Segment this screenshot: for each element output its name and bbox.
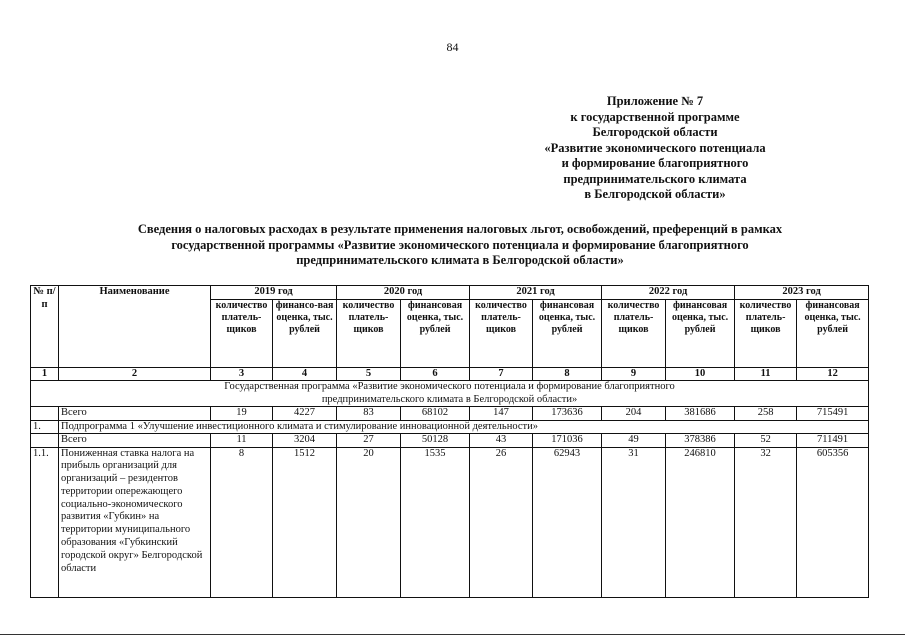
subprogram-number: 1. [31,420,59,434]
year-header: 2022 год [602,286,735,300]
heading-line: Сведения о налоговых расходах в результате применения налоговых льгот, освобождений, преференций в рамках [137,222,783,236]
subprogram-title-row [31,420,869,434]
column-number: 8 [533,367,602,381]
program-title: Государственная программа «Развитие экономического потенциала и формирование благоприятного предпринимательского климата в Белгородской области» [31,381,869,407]
table-row [31,447,869,597]
value-cell: 173636 [533,407,602,421]
value-cell: 31 [602,447,666,597]
column-number-row [31,367,869,381]
header-row-years [31,286,869,300]
appendix-line: Приложение № 7 [606,94,704,108]
appendix-line: «Развитие экономического потенциала [544,140,766,155]
program-title-row [31,381,869,407]
value-cell: 3204 [273,434,337,448]
value-cell: 26 [470,447,533,597]
year-header: 2023 год [735,286,869,300]
value-cell: 20 [337,447,401,597]
row-name: Пониженная ставка налога на прибыль организаций для организаций – резидентов территории опережающего социально-экономического развития «Губкин» на территории муниципального образования «Губкинский городской округ» Белгородской области [59,447,211,597]
page-number: 84 [446,40,459,54]
value-cell: 4227 [273,407,337,421]
column-number: 12 [797,367,869,381]
column-number: 9 [602,367,666,381]
column-number: 10 [666,367,735,381]
appendix-line: в Белгородской области» [584,187,726,201]
subheader-payers: количество платель-щиков [470,299,533,367]
column-number: 7 [470,367,533,381]
column-number: 4 [273,367,337,381]
value-cell: 258 [735,407,797,421]
value-cell: 49 [602,434,666,448]
value-cell: 711491 [797,434,869,448]
appendix-line: Белгородской области [592,125,718,139]
col-header-num: № п/п [31,286,59,368]
value-cell: 1535 [401,447,470,597]
value-cell: 8 [211,447,273,597]
subheader-estimate: финансовая оценка, тыс. рублей [533,299,602,367]
column-number: 2 [59,367,211,381]
value-cell: 147 [470,407,533,421]
subheader-estimate: финансовая оценка, тыс. рублей [666,299,735,367]
value-cell: 19 [211,407,273,421]
appendix-caption [505,94,805,203]
heading-line: предпринимательского климата в Белгородской области» [296,253,624,267]
total-label: Всего [59,434,211,448]
value-cell: 605356 [797,447,869,597]
empty-cell [31,407,59,421]
value-cell: 52 [735,434,797,448]
subheader-payers: количество платель-щиков [337,299,401,367]
value-cell: 11 [211,434,273,448]
value-cell: 246810 [666,447,735,597]
column-number: 5 [337,367,401,381]
subprogram-title: Подпрограмма 1 «Улучшение инвестиционного климата и стимулирование инновационной деятельности» [59,420,869,434]
value-cell: 83 [337,407,401,421]
heading-line: государственной программы «Развитие экономического потенциала и формирование благоприятного [171,237,749,252]
value-cell: 68102 [401,407,470,421]
subheader-payers: количество платель-щиков [602,299,666,367]
subheader-payers: количество платель-щиков [211,299,273,367]
subheader-payers: количество платель-щиков [735,299,797,367]
column-number: 3 [211,367,273,381]
appendix-line: и формирование благоприятного [561,156,749,170]
year-header: 2021 год [470,286,602,300]
value-cell: 1512 [273,447,337,597]
year-header: 2019 год [211,286,337,300]
subheader-estimate: финансовая оценка, тыс. рублей [797,299,869,367]
empty-cell [31,434,59,448]
col-header-name: Наименование [59,286,211,368]
year-header: 2020 год [337,286,470,300]
document-heading [60,222,860,269]
bottom-rule [0,634,905,635]
value-cell: 715491 [797,407,869,421]
tax-expenditure-table [30,285,869,598]
value-cell: 50128 [401,434,470,448]
appendix-line: предпринимательского климата [563,171,747,186]
value-cell: 32 [735,447,797,597]
value-cell: 43 [470,434,533,448]
value-cell: 27 [337,434,401,448]
row-number: 1.1. [31,447,59,597]
value-cell: 204 [602,407,666,421]
subprogram-total-row [31,434,869,448]
value-cell: 171036 [533,434,602,448]
subheader-estimate: финансо-вая оценка, тыс. рублей [273,299,337,367]
column-number: 6 [401,367,470,381]
value-cell: 381686 [666,407,735,421]
appendix-line: к государственной программе [570,109,740,124]
column-number: 11 [735,367,797,381]
column-number: 1 [31,367,59,381]
program-total-row [31,407,869,421]
subheader-estimate: финансовая оценка, тыс. рублей [401,299,470,367]
value-cell: 378386 [666,434,735,448]
total-label: Всего [59,407,211,421]
value-cell: 62943 [533,447,602,597]
